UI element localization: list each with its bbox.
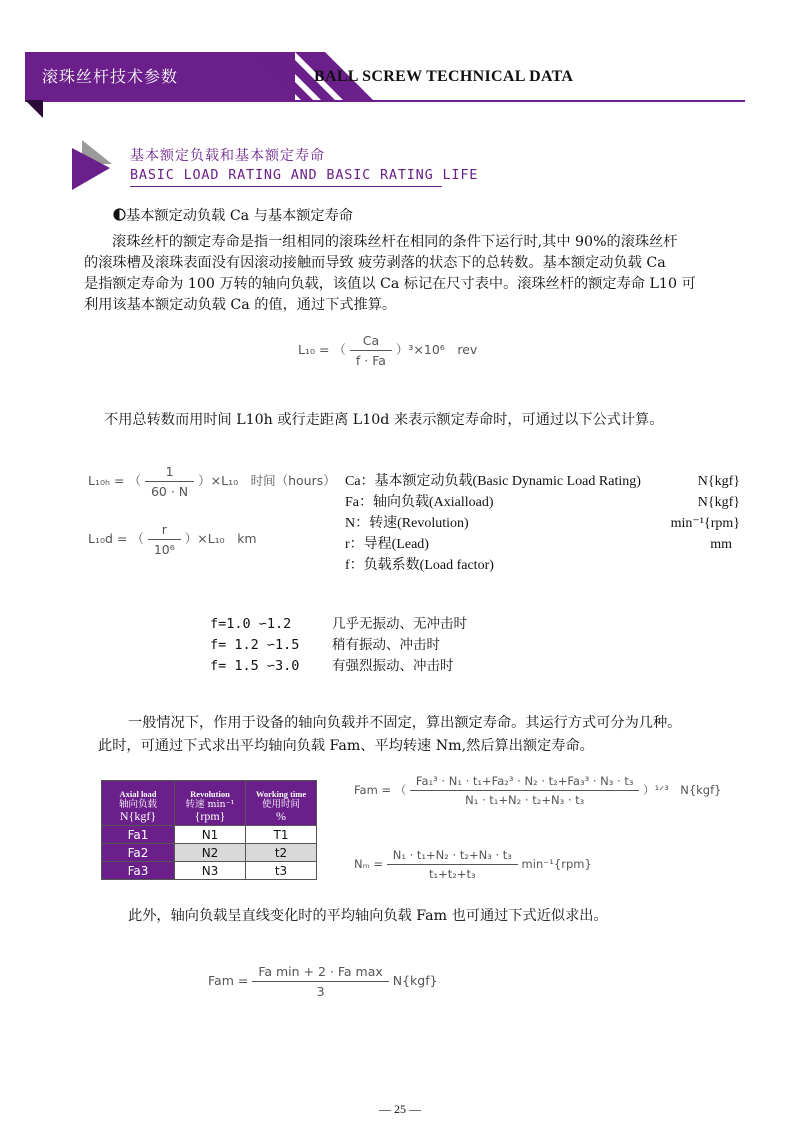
formula-l10h-fraction xyxy=(145,464,194,499)
load-factor-desc: 稍有振动、冲击时 xyxy=(332,637,440,653)
formula-fam-den: N₁ · t₁+N₂ · t₂+N₃ · t₃ xyxy=(465,793,585,807)
legend-label: Fa：轴向负载(Axialload) xyxy=(345,495,494,510)
table-cell: N3 xyxy=(175,862,246,880)
legend-row-f xyxy=(345,555,740,576)
formula-l10-num: Ca xyxy=(350,333,392,351)
formula-l10h-num: 1 xyxy=(145,464,194,482)
symbol-legend xyxy=(345,471,740,576)
load-factor-table xyxy=(210,614,530,677)
table-row xyxy=(102,844,317,862)
header-unit: N{kgf} xyxy=(119,809,157,823)
subheading-text: 基本额定动负载 Ca 与基本额定寿命 xyxy=(126,208,353,224)
subheading xyxy=(113,206,353,227)
load-factor-range: f= 1.2 ∽1.5 xyxy=(210,637,300,653)
formula-fam xyxy=(354,774,721,807)
para2: 不用总转数而用时间 L10h 或行走距离 L10d 来表示额定寿命时，可通过以下公式计算。 xyxy=(104,412,664,428)
legend-label: f：负载系数(Load factor) xyxy=(345,558,494,573)
header-unit: {rpm} xyxy=(194,809,226,823)
formula-l10h-rhs: ）×L₁₀ 时间（hours） xyxy=(198,473,336,488)
header-title-en: BALL SCREW TECHNICAL DATA xyxy=(314,68,574,85)
table-header-row xyxy=(102,781,317,826)
table-cell: Fa2 xyxy=(102,844,175,862)
formula-l10d-num: r xyxy=(148,522,181,540)
operating-conditions-table xyxy=(101,780,317,880)
formula-fam-approx-num: Fa min + 2 · Fa max xyxy=(252,964,388,982)
formula-nm-fraction xyxy=(387,848,518,881)
legend-label: N：转速(Revolution) xyxy=(345,516,469,531)
table-header-revolution xyxy=(175,781,246,826)
table-header-working-time xyxy=(246,781,317,826)
header-en: Axial load xyxy=(119,789,157,799)
legend-row-fa xyxy=(345,492,740,513)
para1-line-3: 是指额定寿命为 100 万转的轴向负载，该值以 Ca 标记在尺寸表中。滚珠丝杆的额定寿命 L10 可 xyxy=(84,276,696,292)
table-row xyxy=(102,862,317,880)
table-cell: N1 xyxy=(175,826,246,844)
formula-l10d-rhs: ）×L₁₀ km xyxy=(184,531,257,546)
formula-l10-lhs: L₁₀ = （ xyxy=(298,342,346,357)
section-title-zh: 基本额定负载和基本额定寿命 xyxy=(130,148,325,164)
header-title-zh: 滚珠丝杆技术参数 xyxy=(42,67,179,86)
formula-l10h-lhs: L₁₀ₕ = （ xyxy=(88,473,141,488)
header-en: Working time xyxy=(255,789,307,799)
page-number: — 25 — xyxy=(379,1102,421,1116)
table-header-axial-load xyxy=(102,781,175,826)
formula-l10 xyxy=(298,333,477,368)
para1-line-4: 利用该基本额定动负载 Ca 的值，通过下式推算。 xyxy=(84,297,397,313)
load-factor-range: f=1.0 ∽1.2 xyxy=(210,616,292,632)
table-row xyxy=(102,826,317,844)
formula-l10d-fraction xyxy=(148,522,181,557)
table-cell: Fa3 xyxy=(102,862,175,880)
para4: 此外，轴向负载呈直线变化时的平均轴向负载 Fam 也可通过下式近似求出。 xyxy=(128,908,608,924)
formula-nm-den: t₁+t₂+t₃ xyxy=(428,867,476,881)
table-cell: Fa1 xyxy=(102,826,175,844)
formula-fam-fraction xyxy=(410,774,640,807)
formula-fam-approx-den: 3 xyxy=(316,984,325,999)
formula-l10h-den: 60 · N xyxy=(150,484,189,499)
formula-fam-approx xyxy=(208,964,438,999)
load-factor-desc: 几乎无振动、无冲击时 xyxy=(332,616,467,632)
load-factor-row xyxy=(210,635,530,656)
formula-fam-approx-rhs: N{kgf} xyxy=(392,973,438,988)
load-factor-desc: 有强烈振动、冲击时 xyxy=(332,658,454,674)
para3-line-2: 此时，可通过下式求出平均轴向负载 Fam、平均转速 Nm,然后算出额定寿命。 xyxy=(98,738,594,754)
formula-nm xyxy=(354,848,592,881)
formula-l10d xyxy=(88,522,257,557)
formula-nm-lhs: Nₘ = xyxy=(354,857,384,871)
para1-line-2: 的滚珠槽及滚珠表面没有因滚动接触而导致 疲劳剥落的状态下的总转数。基本额定动负载 Ca xyxy=(84,255,666,271)
formula-fam-rhs: ）¹ᐟ³ N{kgf} xyxy=(643,783,722,797)
header-zh: 转速 min⁻¹ xyxy=(185,799,235,810)
header-zh: 轴向负载 xyxy=(118,799,157,810)
formula-fam-approx-lhs: Fam = xyxy=(208,973,249,988)
legend-unit: N{kgf} xyxy=(697,474,740,489)
formula-l10-den: f · Fa xyxy=(355,353,386,368)
para1-line-1: 滚珠丝杆的额定寿命是指一组相同的滚珠丝杆在相同的条件下运行时,其中 90%的滚珠丝杆 xyxy=(112,234,678,250)
formula-fam-num: Fa₁³ · N₁ · t₁+Fa₂³ · N₂ · t₂+Fa₃³ · N₃ · t₃ xyxy=(410,774,640,791)
table-cell: t2 xyxy=(246,844,317,862)
legend-unit: min⁻¹{rpm} xyxy=(670,516,740,531)
load-factor-row xyxy=(210,656,530,677)
formula-l10d-lhs: L₁₀d = （ xyxy=(88,531,144,546)
half-circle-icon xyxy=(113,208,126,221)
formula-l10d-den: 10⁶ xyxy=(153,542,175,557)
header-en: Revolution xyxy=(190,789,230,799)
header-unit: % xyxy=(276,809,286,823)
load-factor-range: f= 1.5 ∽3.0 xyxy=(210,658,300,674)
table-cell: N2 xyxy=(175,844,246,862)
legend-unit: mm xyxy=(710,537,732,552)
formula-l10-fraction xyxy=(350,333,392,368)
formula-l10-rhs: ）³×10⁶ rev xyxy=(395,342,478,357)
para3-line-1: 一般情况下，作用于设备的轴向负载并不固定，算出额定寿命。其运行方式可分为几种。 xyxy=(128,715,682,731)
legend-row-ca xyxy=(345,471,740,492)
formula-fam-approx-fraction xyxy=(252,964,388,999)
legend-label: r：导程(Lead) xyxy=(345,537,429,552)
load-factor-row xyxy=(210,614,530,635)
legend-row-n xyxy=(345,513,740,534)
header-zh: 使用时间 xyxy=(261,799,300,810)
formula-nm-num: N₁ · t₁+N₂ · t₂+N₃ · t₃ xyxy=(387,848,518,865)
table-cell: T1 xyxy=(246,826,317,844)
section-arrow-icon xyxy=(72,140,122,192)
section-underline xyxy=(130,186,442,187)
legend-row-r xyxy=(345,534,740,555)
section-title-en: BASIC LOAD RATING AND BASIC RATING LIFE xyxy=(130,167,479,183)
formula-fam-lhs: Fam = （ xyxy=(354,783,407,797)
formula-nm-rhs: min⁻¹{rpm} xyxy=(521,857,592,871)
legend-label: Ca：基本额定动负载(Basic Dynamic Load Rating) xyxy=(345,474,641,489)
legend-unit: N{kgf} xyxy=(697,495,740,510)
table-cell: t3 xyxy=(246,862,317,880)
formula-l10h xyxy=(88,464,336,499)
